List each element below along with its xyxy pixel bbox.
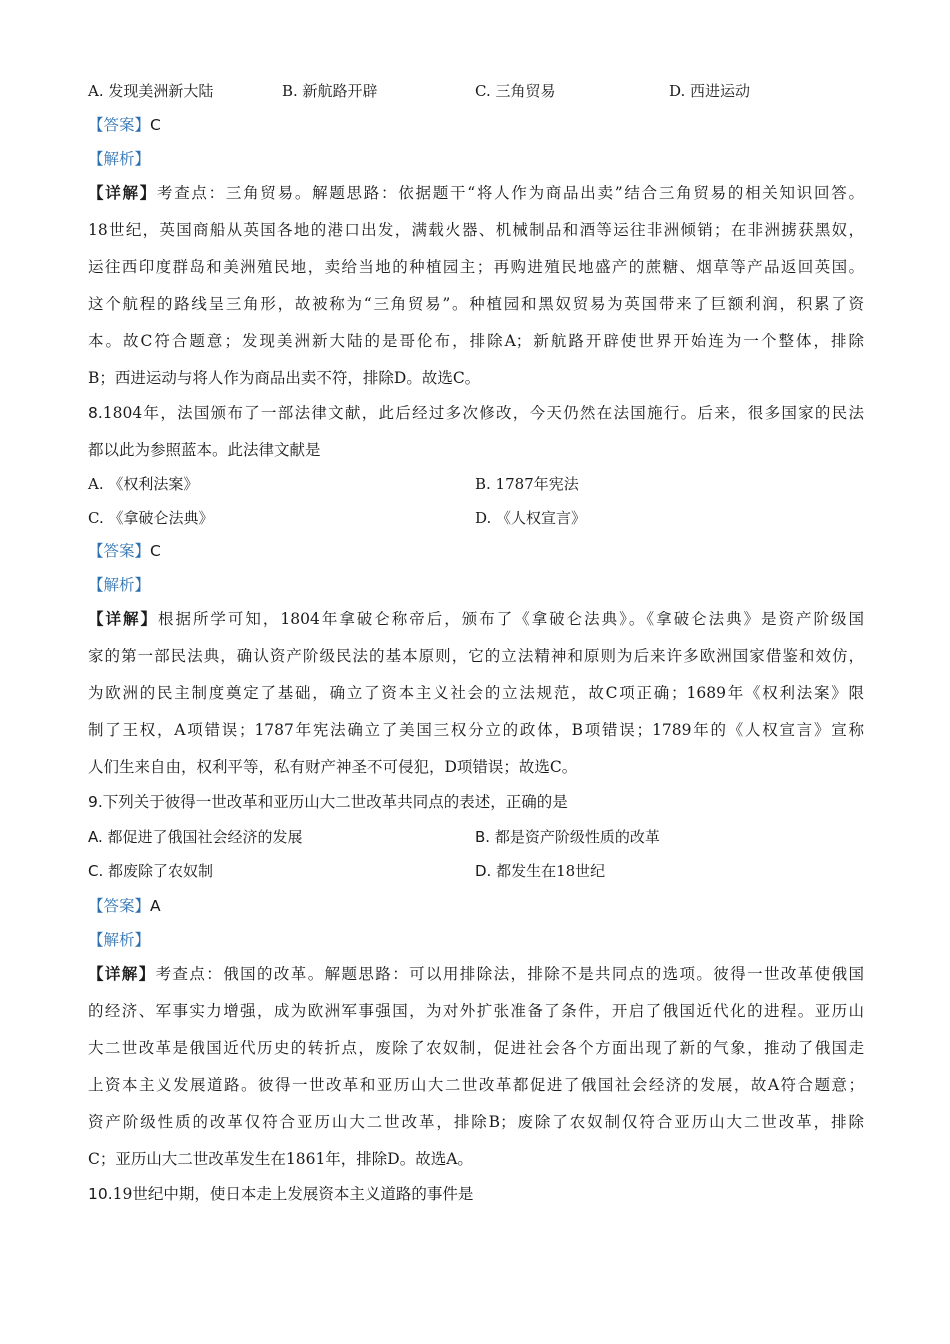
q8-detail-line: 人们生来自由，权利平等，私有财产神圣不可侵犯，D项错误；故选C。 — [88, 758, 578, 776]
option-text: 都发生在18世纪 — [496, 862, 606, 880]
q9-option-d — [475, 860, 605, 882]
question-text: 1804年，法国颁布了一部法律文献，此后经过多次修改，今天仍然在法国施行。后来，很多国家的民法 — [102, 404, 864, 422]
question-text: 下列关于彼得一世改革和亚历山大二世改革共同点的表述，正确的是 — [102, 793, 568, 811]
option-text: 都促进了俄国社会经济的发展 — [107, 828, 303, 846]
q7-option-c: C. 三角贸易 — [475, 82, 556, 100]
detail-label: 【详解】 — [88, 183, 157, 202]
analysis-label: 【解析】 — [88, 150, 151, 168]
option-key: C. — [88, 862, 109, 880]
q7-detail-line — [88, 182, 864, 204]
answer-label: 【答案】 — [88, 116, 151, 134]
q10-stem — [88, 1183, 473, 1205]
answer-label: 【答案】 — [88, 542, 151, 560]
q8-detail-line: 制了王权，A项错误；1787年宪法确立了美国三权分立的政体，B项错误；1789年的《人权宣言》宣称 — [88, 721, 864, 739]
q8-detail-line — [88, 608, 864, 630]
q8-option-a: A. 《权利法案》 — [88, 475, 199, 493]
answer-label: 【答案】 — [88, 897, 151, 915]
q8-option-d: D. 《人权宣言》 — [475, 509, 587, 527]
answer-value: C — [150, 542, 161, 560]
analysis-label: 【解析】 — [88, 576, 151, 594]
q7-detail-line: 本。故C符合题意；发现美洲新大陆的是哥伦布，排除A；新航路开辟使世界开始连为一个整体，排除 — [88, 332, 864, 350]
q7-detail-line: 18世纪，英国商船从英国各地的港口出发，满载火器、机械制品和酒等运往非洲倾销；在非洲掳获黑奴， — [88, 221, 864, 239]
q7-detail-line: 运往西印度群岛和美洲殖民地，卖给当地的种植园主；再购进殖民地盛产的蔗糖、烟草等产品返回英国。 — [88, 258, 864, 276]
q9-option-a — [88, 826, 303, 848]
detail-text: 考查点：三角贸易。解题思路：依据题干“将人作为商品出卖”结合三角贸易的相关知识回答。 — [156, 184, 864, 202]
q7-detail-line: 这个航程的路线呈三角形，故被称为“三角贸易”。种植园和黑奴贸易为英国带来了巨额利润，积累了资 — [88, 295, 864, 313]
q8-stem: 都以此为参照蓝本。此法律文献是 — [88, 441, 321, 459]
q9-option-b — [475, 826, 660, 848]
q9-option-c — [88, 860, 213, 882]
option-key: B. — [475, 828, 495, 846]
answer-value: C — [150, 116, 161, 134]
q9-analysis-heading — [88, 929, 150, 951]
q7-answer — [88, 114, 161, 136]
analysis-label: 【解析】 — [88, 931, 151, 949]
q7-detail-line: B；西进运动与将人作为商品出卖不符，排除D。故选C。 — [88, 369, 481, 387]
q9-stem — [88, 791, 568, 813]
option-key: D. — [475, 862, 497, 880]
q7-option-b: B. 新航路开辟 — [282, 82, 378, 100]
q9-answer — [88, 895, 161, 917]
q8-option-b: B. 1787年宪法 — [475, 475, 579, 493]
q7-option-a: A. 发现美洲新大陆 — [88, 82, 214, 100]
detail-label: 【详解】 — [88, 964, 156, 983]
q9-detail-line: 上资本主义发展道路。彼得一世改革和亚历山大二世改革都促进了俄国社会经济的发展，故A符合题意； — [88, 1076, 864, 1094]
q7-option-d: D. 西进运动 — [669, 82, 751, 100]
q8-analysis-heading — [88, 574, 150, 596]
q7-analysis-heading — [88, 148, 150, 170]
option-key: A. — [88, 828, 108, 846]
q9-detail-line — [88, 963, 864, 985]
q9-detail-line: 大二世改革是俄国近代历史的转折点，废除了农奴制，促进社会各个方面出现了新的气象，推动了俄国走 — [88, 1039, 864, 1057]
question-number: 9. — [88, 793, 103, 811]
q8-detail-line: 为欧洲的民主制度奠定了基础，确立了资本主义社会的立法规范，故C项正确；1689年《权利法案》限 — [88, 684, 864, 702]
q9-detail-line: C；亚历山大二世改革发生在1861年，排除D。故选A。 — [88, 1150, 473, 1168]
q9-detail-line: 资产阶级性质的改革仅符合亚历山大二世改革，排除B；废除了农奴制仅符合亚历山大二世改革，排除 — [88, 1113, 864, 1131]
answer-value: A — [150, 897, 161, 915]
q8-detail-line: 家的第一部民法典，确认资产阶级民法的基本原则，它的立法精神和原则为后来许多欧洲国家借鉴和效仿， — [88, 647, 864, 665]
question-number: 8. — [88, 404, 103, 422]
q8-answer — [88, 540, 161, 562]
q9-detail-line: 的经济、军事实力增强，成为欧洲军事强国，为对外扩张准备了条件，开启了俄国近代化的进程。亚历山 — [88, 1002, 864, 1020]
detail-text: 考查点：俄国的改革。解题思路：可以用排除法，排除不是共同点的选项。彼得一世改革使俄国 — [155, 965, 864, 983]
q8-option-c: C. 《拿破仑法典》 — [88, 509, 214, 527]
option-text: 都废除了农奴制 — [108, 862, 214, 880]
q8-stem — [88, 402, 864, 424]
question-number: 10. — [88, 1185, 113, 1203]
detail-text: 根据所学可知，1804年拿破仑称帝后，颁布了《拿破仑法典》。《拿破仑法典》是资产阶级国 — [157, 610, 864, 628]
detail-label: 【详解】 — [88, 609, 158, 628]
option-text: 都是资产阶级性质的改革 — [494, 828, 660, 846]
question-text: 19世纪中期，使日本走上发展资本主义道路的事件是 — [112, 1185, 474, 1203]
